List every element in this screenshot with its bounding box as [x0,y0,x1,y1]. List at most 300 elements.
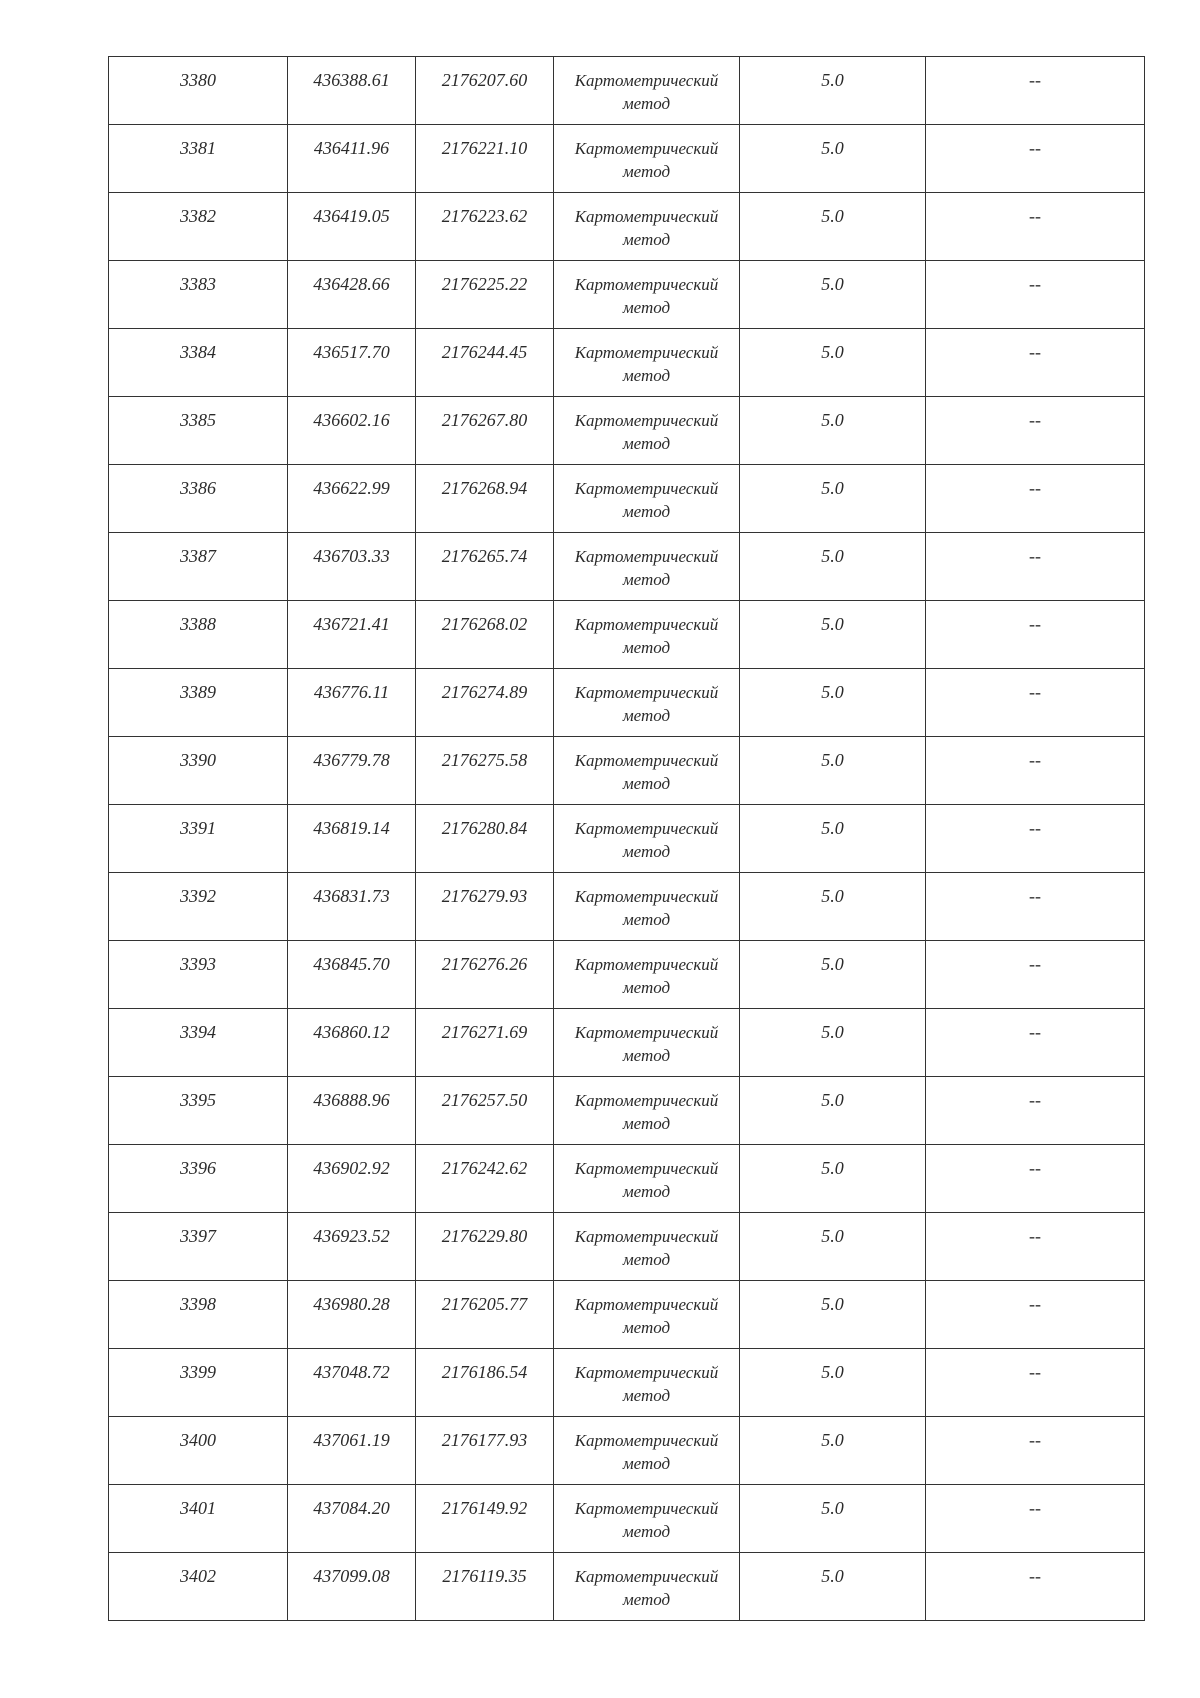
note-cell [926,1349,1145,1417]
note-cell [926,329,1145,397]
note-cell [926,397,1145,465]
point-number-cell [109,1213,288,1281]
x-coordinate-cell-text: 436602.16 [313,410,390,430]
accuracy-cell-text: 5.0 [821,274,844,294]
note-cell-text: -- [1029,206,1041,226]
point-number-cell-text: 3384 [180,342,216,362]
table-row [109,465,1145,533]
point-number-cell-text: 3390 [180,750,216,770]
note-cell [926,1281,1145,1349]
y-coordinate-cell-text: 2176119.35 [442,1566,527,1586]
point-number-cell-text: 3385 [180,410,216,430]
x-coordinate-cell [288,805,416,873]
y-coordinate-cell [416,1349,554,1417]
y-coordinate-cell [416,1553,554,1621]
method-cell-text: Картометрический метод [574,1499,719,1541]
x-coordinate-cell [288,1009,416,1077]
x-coordinate-cell-text: 436411.96 [313,138,390,158]
point-number-cell [109,1553,288,1621]
x-coordinate-cell [288,533,416,601]
method-cell-text: Картометрический метод [574,411,719,453]
x-coordinate-cell [288,737,416,805]
point-number-cell [109,1349,288,1417]
accuracy-cell-text: 5.0 [821,70,844,90]
point-number-cell-text: 3402 [180,1566,216,1586]
method-cell [554,669,740,737]
y-coordinate-cell [416,669,554,737]
note-cell [926,1417,1145,1485]
method-cell-text: Картометрический метод [574,1091,719,1133]
note-cell-text: -- [1029,274,1041,294]
note-cell-text: -- [1029,70,1041,90]
table-row [109,1145,1145,1213]
table-row [109,941,1145,1009]
y-coordinate-cell [416,397,554,465]
note-cell-text: -- [1029,546,1041,566]
point-number-cell-text: 3396 [180,1158,216,1178]
note-cell-text: -- [1029,750,1041,770]
method-cell [554,1077,740,1145]
point-number-cell [109,397,288,465]
accuracy-cell-text: 5.0 [821,410,844,430]
x-coordinate-cell [288,465,416,533]
x-coordinate-cell-text: 436428.66 [313,274,390,294]
x-coordinate-cell-text: 436419.05 [313,206,390,226]
accuracy-cell-text: 5.0 [821,750,844,770]
x-coordinate-cell-text: 436819.14 [313,818,390,838]
method-cell [554,941,740,1009]
y-coordinate-cell [416,1213,554,1281]
note-cell-text: -- [1029,138,1041,158]
point-number-cell [109,1281,288,1349]
y-coordinate-cell [416,1485,554,1553]
note-cell-text: -- [1029,478,1041,498]
y-coordinate-cell-text: 2176207.60 [441,70,528,90]
table-row [109,329,1145,397]
accuracy-cell [740,669,926,737]
point-number-cell [109,873,288,941]
accuracy-cell [740,193,926,261]
point-number-cell-text: 3399 [180,1362,216,1382]
x-coordinate-cell-text: 436721.41 [313,614,390,634]
method-cell-text: Картометрический метод [574,275,719,317]
table-row [109,737,1145,805]
note-cell [926,1145,1145,1213]
table-row [109,1077,1145,1145]
table-row [109,261,1145,329]
accuracy-cell [740,1417,926,1485]
note-cell-text: -- [1029,1158,1041,1178]
accuracy-cell-text: 5.0 [821,1158,844,1178]
accuracy-cell-text: 5.0 [821,478,844,498]
x-coordinate-cell [288,261,416,329]
note-cell [926,465,1145,533]
x-coordinate-cell [288,1417,416,1485]
note-cell [926,1077,1145,1145]
accuracy-cell-text: 5.0 [821,1362,844,1382]
point-number-cell-text: 3397 [180,1226,216,1246]
method-cell [554,1417,740,1485]
y-coordinate-cell [416,1281,554,1349]
y-coordinate-cell-text: 2176275.58 [441,750,528,770]
point-number-cell-text: 3389 [180,682,216,702]
accuracy-cell-text: 5.0 [821,886,844,906]
y-coordinate-cell [416,125,554,193]
x-coordinate-cell-text: 436902.92 [313,1158,390,1178]
x-coordinate-cell [288,1145,416,1213]
note-cell [926,1213,1145,1281]
method-cell-text: Картометрический метод [574,1227,719,1269]
note-cell-text: -- [1029,342,1041,362]
accuracy-cell [740,329,926,397]
y-coordinate-cell [416,1009,554,1077]
note-cell [926,57,1145,125]
method-cell [554,737,740,805]
x-coordinate-cell [288,941,416,1009]
y-coordinate-cell-text: 2176265.74 [441,546,528,566]
point-number-cell [109,805,288,873]
method-cell [554,397,740,465]
accuracy-cell [740,737,926,805]
note-cell [926,533,1145,601]
point-number-cell [109,57,288,125]
method-cell-text: Картометрический метод [574,955,719,997]
y-coordinate-cell-text: 2176221.10 [441,138,528,158]
y-coordinate-cell-text: 2176268.94 [441,478,528,498]
accuracy-cell [740,601,926,669]
accuracy-cell [740,1553,926,1621]
point-number-cell-text: 3387 [180,546,216,566]
method-cell [554,601,740,669]
accuracy-cell-text: 5.0 [821,138,844,158]
method-cell [554,533,740,601]
y-coordinate-cell [416,941,554,1009]
table-row [109,57,1145,125]
method-cell [554,1009,740,1077]
method-cell-text: Картометрический метод [574,71,719,113]
y-coordinate-cell-text: 2176279.93 [441,886,528,906]
accuracy-cell [740,397,926,465]
x-coordinate-cell-text: 436388.61 [313,70,390,90]
accuracy-cell-text: 5.0 [821,682,844,702]
method-cell-text: Картометрический метод [574,343,719,385]
accuracy-cell-text: 5.0 [821,954,844,974]
note-cell [926,669,1145,737]
method-cell [554,1281,740,1349]
method-cell-text: Картометрический метод [574,1431,719,1473]
accuracy-cell [740,805,926,873]
y-coordinate-cell-text: 2176223.62 [441,206,528,226]
accuracy-cell [740,1145,926,1213]
table-row [109,1485,1145,1553]
table-row [109,1213,1145,1281]
point-number-cell-text: 3395 [180,1090,216,1110]
x-coordinate-cell [288,669,416,737]
coordinates-table [108,56,1145,1621]
note-cell-text: -- [1029,1022,1041,1042]
y-coordinate-cell-text: 2176205.77 [441,1294,528,1314]
y-coordinate-cell [416,193,554,261]
method-cell-text: Картометрический метод [574,1159,719,1201]
accuracy-cell [740,1213,926,1281]
y-coordinate-cell-text: 2176186.54 [441,1362,528,1382]
method-cell [554,1485,740,1553]
point-number-cell [109,329,288,397]
point-number-cell-text: 3381 [180,138,216,158]
note-cell [926,1553,1145,1621]
point-number-cell [109,193,288,261]
note-cell [926,941,1145,1009]
point-number-cell-text: 3398 [180,1294,216,1314]
note-cell [926,193,1145,261]
y-coordinate-cell [416,873,554,941]
y-coordinate-cell [416,261,554,329]
x-coordinate-cell-text: 436779.78 [313,750,390,770]
note-cell-text: -- [1029,954,1041,974]
accuracy-cell-text: 5.0 [821,1226,844,1246]
method-cell [554,193,740,261]
table-row [109,873,1145,941]
method-cell [554,125,740,193]
accuracy-cell [740,1349,926,1417]
y-coordinate-cell-text: 2176271.69 [441,1022,528,1042]
method-cell-text: Картометрический метод [574,1295,719,1337]
accuracy-cell [740,873,926,941]
x-coordinate-cell-text: 436776.11 [313,682,390,702]
y-coordinate-cell [416,533,554,601]
table-body [109,57,1145,1621]
accuracy-cell [740,1281,926,1349]
point-number-cell [109,1485,288,1553]
method-cell [554,261,740,329]
y-coordinate-cell-text: 2176229.80 [441,1226,528,1246]
y-coordinate-cell-text: 2176225.22 [441,274,528,294]
y-coordinate-cell [416,1077,554,1145]
accuracy-cell-text: 5.0 [821,1022,844,1042]
y-coordinate-cell-text: 2176267.80 [441,410,528,430]
point-number-cell-text: 3400 [180,1430,216,1450]
point-number-cell [109,1077,288,1145]
x-coordinate-cell-text: 436860.12 [313,1022,390,1042]
x-coordinate-cell [288,57,416,125]
method-cell [554,873,740,941]
point-number-cell [109,1417,288,1485]
point-number-cell-text: 3380 [180,70,216,90]
point-number-cell [109,941,288,1009]
note-cell-text: -- [1029,1498,1041,1518]
point-number-cell-text: 3382 [180,206,216,226]
y-coordinate-cell [416,805,554,873]
accuracy-cell-text: 5.0 [821,1090,844,1110]
y-coordinate-cell-text: 2176276.26 [441,954,528,974]
x-coordinate-cell [288,397,416,465]
table-row [109,397,1145,465]
method-cell [554,1213,740,1281]
point-number-cell-text: 3388 [180,614,216,634]
point-number-cell [109,737,288,805]
method-cell-text: Картометрический метод [574,819,719,861]
x-coordinate-cell-text: 436622.99 [313,478,390,498]
y-coordinate-cell [416,1145,554,1213]
point-number-cell-text: 3394 [180,1022,216,1042]
accuracy-cell [740,1077,926,1145]
table-row [109,601,1145,669]
point-number-cell-text: 3391 [180,818,216,838]
method-cell-text: Картометрический метод [574,1567,719,1609]
accuracy-cell [740,1485,926,1553]
point-number-cell-text: 3386 [180,478,216,498]
method-cell [554,329,740,397]
note-cell-text: -- [1029,410,1041,430]
table-row [109,805,1145,873]
note-cell-text: -- [1029,1294,1041,1314]
note-cell [926,737,1145,805]
y-coordinate-cell-text: 2176244.45 [441,342,528,362]
x-coordinate-cell [288,1077,416,1145]
x-coordinate-cell-text: 436845.70 [313,954,390,974]
method-cell-text: Картометрический метод [574,683,719,725]
note-cell-text: -- [1029,1362,1041,1382]
method-cell-text: Картометрический метод [574,1363,719,1405]
note-cell-text: -- [1029,886,1041,906]
accuracy-cell-text: 5.0 [821,1294,844,1314]
point-number-cell [109,669,288,737]
accuracy-cell-text: 5.0 [821,614,844,634]
x-coordinate-cell-text: 436517.70 [313,342,390,362]
accuracy-cell-text: 5.0 [821,1498,844,1518]
x-coordinate-cell-text: 437061.19 [313,1430,390,1450]
table-row [109,1417,1145,1485]
y-coordinate-cell [416,1417,554,1485]
method-cell-text: Картометрический метод [574,751,719,793]
accuracy-cell-text: 5.0 [821,818,844,838]
y-coordinate-cell [416,465,554,533]
accuracy-cell [740,533,926,601]
point-number-cell [109,1145,288,1213]
method-cell [554,805,740,873]
table-row [109,533,1145,601]
x-coordinate-cell [288,193,416,261]
point-number-cell [109,125,288,193]
table-row [109,1009,1145,1077]
point-number-cell-text: 3392 [180,886,216,906]
x-coordinate-cell-text: 436831.73 [313,886,390,906]
method-cell-text: Картометрический метод [574,479,719,521]
point-number-cell [109,465,288,533]
point-number-cell [109,533,288,601]
note-cell-text: -- [1029,818,1041,838]
method-cell-text: Картометрический метод [574,887,719,929]
note-cell [926,873,1145,941]
x-coordinate-cell [288,1553,416,1621]
table-row [109,669,1145,737]
table-row [109,1281,1145,1349]
accuracy-cell [740,261,926,329]
accuracy-cell-text: 5.0 [821,342,844,362]
y-coordinate-cell-text: 2176280.84 [441,818,528,838]
y-coordinate-cell-text: 2176274.89 [441,682,528,702]
x-coordinate-cell-text: 437099.08 [313,1566,390,1586]
method-cell [554,57,740,125]
method-cell-text: Картометрический метод [574,547,719,589]
accuracy-cell-text: 5.0 [821,1566,844,1586]
x-coordinate-cell-text: 436923.52 [313,1226,390,1246]
accuracy-cell-text: 5.0 [821,546,844,566]
x-coordinate-cell-text: 436888.96 [313,1090,390,1110]
y-coordinate-cell-text: 2176177.93 [441,1430,528,1450]
x-coordinate-cell-text: 436703.33 [313,546,390,566]
note-cell [926,1485,1145,1553]
table-row [109,125,1145,193]
accuracy-cell [740,125,926,193]
method-cell-text: Картометрический метод [574,139,719,181]
x-coordinate-cell [288,329,416,397]
point-number-cell [109,601,288,669]
note-cell [926,261,1145,329]
method-cell [554,1553,740,1621]
method-cell [554,1349,740,1417]
point-number-cell-text: 3393 [180,954,216,974]
x-coordinate-cell [288,1485,416,1553]
y-coordinate-cell-text: 2176268.02 [441,614,528,634]
point-number-cell [109,261,288,329]
method-cell-text: Картометрический метод [574,1023,719,1065]
point-number-cell-text: 3401 [180,1498,216,1518]
accuracy-cell-text: 5.0 [821,1430,844,1450]
x-coordinate-cell-text: 437084.20 [313,1498,390,1518]
note-cell-text: -- [1029,1430,1041,1450]
accuracy-cell-text: 5.0 [821,206,844,226]
note-cell-text: -- [1029,1566,1041,1586]
note-cell [926,125,1145,193]
x-coordinate-cell [288,1281,416,1349]
y-coordinate-cell [416,601,554,669]
accuracy-cell [740,941,926,1009]
x-coordinate-cell [288,1213,416,1281]
method-cell-text: Картометрический метод [574,615,719,657]
x-coordinate-cell [288,125,416,193]
y-coordinate-cell-text: 2176257.50 [441,1090,528,1110]
x-coordinate-cell-text: 437048.72 [313,1362,390,1382]
table-row [109,1553,1145,1621]
y-coordinate-cell [416,329,554,397]
note-cell-text: -- [1029,1226,1041,1246]
note-cell-text: -- [1029,614,1041,634]
method-cell [554,465,740,533]
y-coordinate-cell [416,57,554,125]
note-cell [926,601,1145,669]
y-coordinate-cell-text: 2176149.92 [441,1498,528,1518]
point-number-cell [109,1009,288,1077]
method-cell-text: Картометрический метод [574,207,719,249]
accuracy-cell [740,1009,926,1077]
x-coordinate-cell [288,601,416,669]
accuracy-cell [740,465,926,533]
table-row [109,1349,1145,1417]
accuracy-cell [740,57,926,125]
y-coordinate-cell-text: 2176242.62 [441,1158,528,1178]
x-coordinate-cell-text: 436980.28 [313,1294,390,1314]
note-cell [926,805,1145,873]
table-row [109,193,1145,261]
method-cell [554,1145,740,1213]
y-coordinate-cell [416,737,554,805]
note-cell-text: -- [1029,682,1041,702]
x-coordinate-cell [288,1349,416,1417]
note-cell [926,1009,1145,1077]
point-number-cell-text: 3383 [180,274,216,294]
note-cell-text: -- [1029,1090,1041,1110]
